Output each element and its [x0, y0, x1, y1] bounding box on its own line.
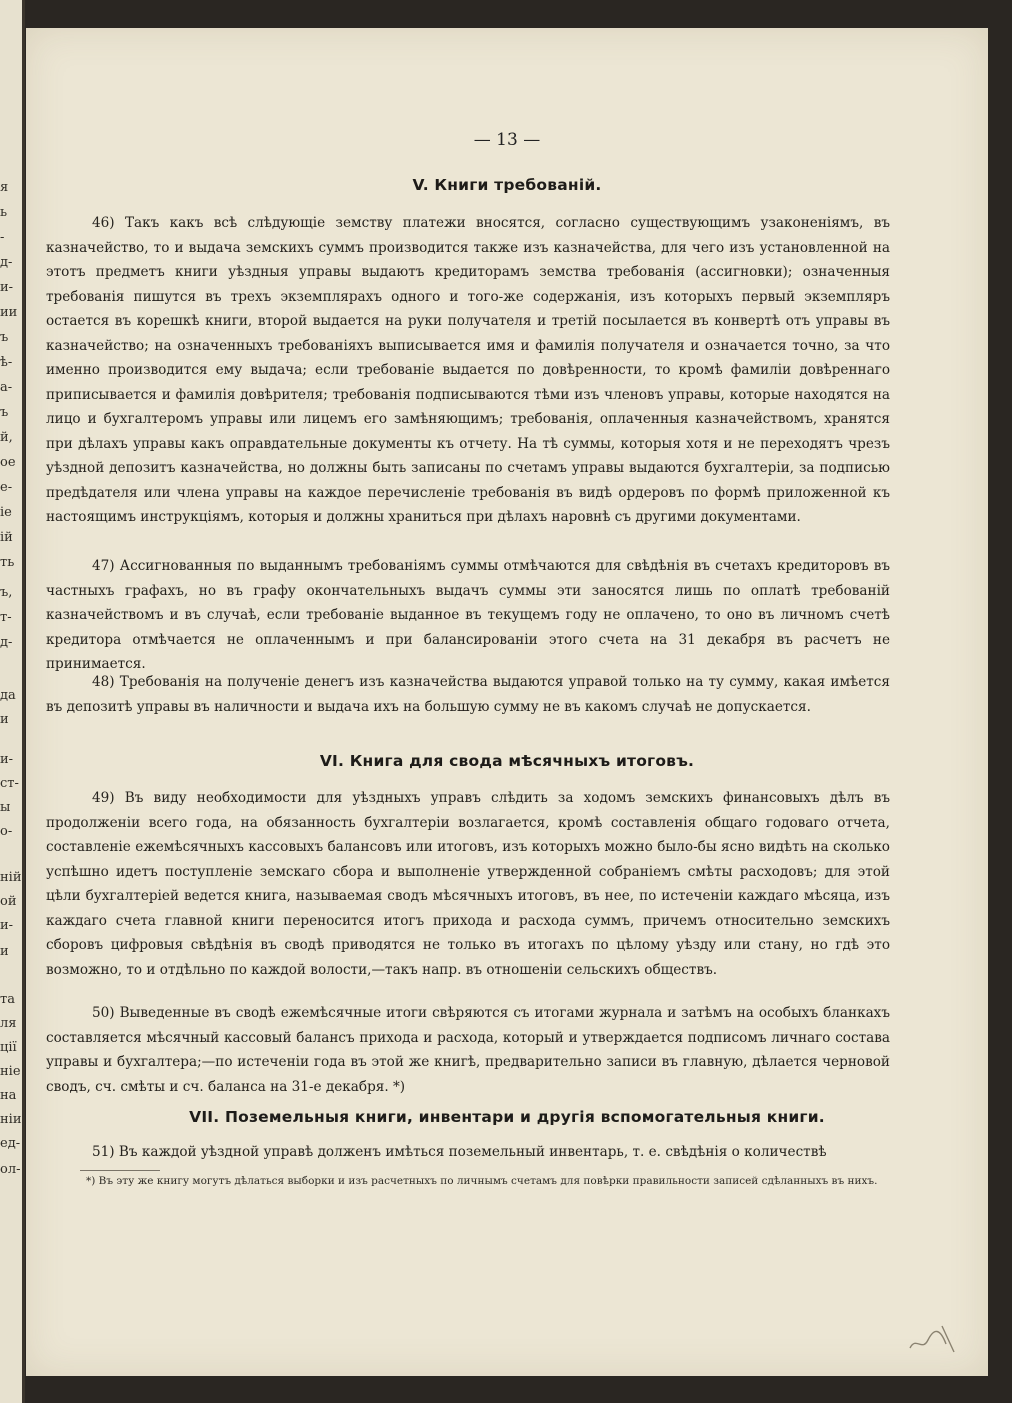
margin-fragment: ст-: [0, 776, 19, 791]
margin-fragment: іе: [0, 505, 12, 520]
margin-fragment: ля: [0, 1016, 17, 1031]
margin-fragment: и-: [0, 752, 14, 767]
margin-fragment: о-: [0, 824, 13, 839]
paragraph-46: 46) Такъ какъ всѣ слѣдующіе земству платежи вносятся, согласно существующимъ узаконеніямъ, въ казначейство, то и выдача земскихъ суммъ производится также изъ казначейства, для чего изъ установленной на этотъ предметъ книги уѣздныя управы выдаютъ кредиторамъ земства требованія (ассигновки); означенныя требованія пишутся въ трехъ экземплярахъ одного и того-же содержанія, изъ которыхъ первый экземпляръ остается въ корешкѣ книги, второй выдается на руки получателя и третій посылается въ конвертѣ отъ управы въ казначейство; на означенныхъ требованіяхъ выписывается имя и фамилія получателя и означается точно, за что именно производится ему выдача; если требованіе выдается по довѣренности, то кромѣ фамиліи довѣреннаго приписывается и фамилія довѣрителя; требованія подписываются тѣми изъ членовъ управы, которые находятся на лицо и бухгалтеромъ управы или лицемъ его замѣняющимъ; требованія, оплаченныя казначействомъ, хранятся при дѣлахъ управы какъ оправдательные документы къ отчету. На тѣ суммы, которыя хотя и не переходятъ чрезъ уѣздной депозитъ казначейства, но должны быть записаны по счетамъ управы выдаются бухгалтеріи, за подписью предѣдателя или члена управы на каждое перечисленіе требованія въ видѣ ордеровъ по формѣ приложенной къ настоящимъ инструкціямъ, которыя и должны храниться при дѣлахъ наровнѣ съ другими документами.: [46, 215, 890, 525]
section-title-vi: VI. Книга для свода мѣсячныхъ итоговъ.: [319, 752, 695, 770]
margin-fragment: ъ,: [0, 585, 13, 600]
margin-fragment: ть: [0, 555, 15, 570]
margin-fragment: е-: [0, 480, 13, 495]
margin-fragment: й,: [0, 430, 13, 445]
margin-fragment: ъ: [0, 405, 9, 420]
margin-fragment: д-: [0, 635, 13, 650]
margin-fragment: ції: [0, 1040, 17, 1055]
section-title-vii: VII. Поземельныя книги, инвентари и другія вспомогательныя книги.: [189, 1108, 825, 1126]
margin-fragment: та: [0, 992, 15, 1007]
margin-fragment: и: [0, 944, 9, 959]
margin-fragment: да: [0, 688, 16, 703]
paragraph-51: 51) Въ каждой уѣздной управѣ долженъ имѣться поземельный инвентарь, т. е. свѣдѣнія о количествѣ: [92, 1144, 827, 1160]
margin-fragment: я: [0, 180, 9, 195]
margin-fragment: д-: [0, 255, 13, 270]
margin-fragment: ній: [0, 870, 22, 885]
margin-fragment: ой: [0, 894, 17, 909]
margin-fragment: на: [0, 1088, 17, 1103]
paragraph-49: 49) Въ виду необходимости для уѣздныхъ управъ слѣдить за ходомъ земскихъ финансовыхъ дѣлъ въ продолженіи всего года, на обязанность бухгалтеріи возлагается, кромѣ составленія общаго годоваго отчета, составленіе ежемѣсячныхъ кассовыхъ балансовъ или итоговъ, изъ которыхъ можно было-бы ясно видѣть на сколько успѣшно идетъ поступленіе земскаго сбора и выполненіе утвержденной собраніемъ смѣты расходовъ; для этой цѣли бухгалтеріей ведется книга, называемая сводъ мѣсячныхъ итоговъ, въ нее, по истеченіи каждаго мѣсяца, изъ каждаго счета главной книги переносится итогъ прихода и расхода суммъ, причемъ относительно земскихъ сборовъ цифровыя свѣдѣнія въ сводѣ приводятся не только въ итогахъ по цѣлому уѣзду или стану, но гдѣ это возможно, то и отдѣльно по каждой волости,—такъ напр. въ отношеніи сельскихъ обществъ.: [46, 790, 890, 978]
paragraph-48: 48) Требованія на полученіе денегъ изъ казначейства выдаются управой только на ту сумму, какая имѣется въ депозитѣ управы въ наличности и выдача ихъ на большую сумму не въ какомъ случаѣ не допускается.: [46, 674, 890, 715]
margin-fragment: ій: [0, 530, 13, 545]
section-title-v: V. Книги требованій.: [412, 176, 602, 194]
page-number: — 13 —: [473, 130, 541, 150]
margin-fragment: ии: [0, 305, 18, 320]
margin-fragment: ое: [0, 455, 16, 470]
margin-fragment: ед-: [0, 1136, 21, 1151]
margin-fragment: т-: [0, 610, 12, 625]
margin-fragment: ъ: [0, 330, 9, 345]
pencil-mark-icon: [902, 1318, 962, 1358]
margin-fragment: ѣ-: [0, 355, 13, 370]
margin-fragment: ол-: [0, 1162, 21, 1177]
margin-fragment: и-: [0, 280, 14, 295]
document-page: [26, 28, 988, 1376]
margin-fragment: и: [0, 712, 9, 727]
adjacent-page-margin: [0, 0, 25, 1403]
paragraph-47: 47) Ассигнованныя по выданнымъ требованіямъ суммы отмѣчаются для свѣдѣнія въ счетахъ кредиторовъ въ частныхъ графахъ, но въ графу окончательныхъ выдачъ суммы эти заносятся лишь по оплатѣ требованій казначействомъ и въ случаѣ, если требованіе выданное въ текущемъ году не оплачено, то оно въ личномъ счетѣ кредитора отмѣчается не оплаченнымъ и при балансированіи этого счета на 31 декабря въ расчетъ не принимается.: [46, 558, 890, 672]
margin-fragment: и-: [0, 918, 14, 933]
margin-fragment: ніи: [0, 1112, 22, 1127]
footnote: *) Въ эту же книгу могутъ дѣлаться выборки и изъ расчетныхъ по личнымъ счетамъ для повѣрки правильности записей сдѣланныхъ въ нихъ.: [86, 1175, 878, 1187]
footnote-divider: [80, 1170, 160, 1171]
margin-fragment: ніе: [0, 1064, 21, 1079]
margin-fragment: а-: [0, 380, 13, 395]
paragraph-50: 50) Выведенные въ сводѣ ежемѣсячные итоги свѣряются съ итогами журнала и затѣмъ на особыхъ бланкахъ составляется мѣсячный кассовый балансъ прихода и расхода, который и утверждается подписомъ личнаго состава управы и бухгалтера;—по истеченіи года въ этой же книгѣ, предварительно записи въ главную, дѣлается черновой сводъ, сч. смѣты и сч. баланса на 31-е декабря. *): [46, 1005, 890, 1095]
margin-fragment: -: [0, 230, 5, 245]
margin-fragment: ы: [0, 800, 11, 815]
margin-fragment: ь: [0, 205, 8, 220]
